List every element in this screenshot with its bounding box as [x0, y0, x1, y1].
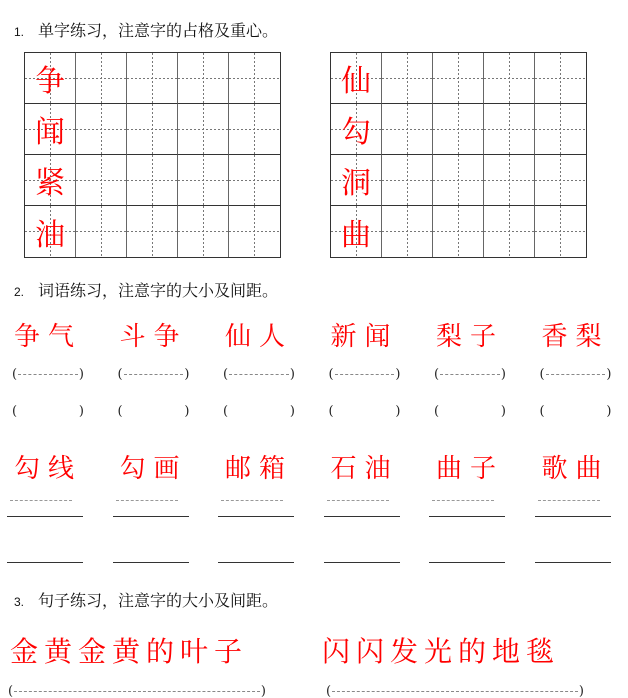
grid-cell[interactable]: [25, 155, 76, 206]
section3-header: [14, 588, 278, 611]
pinyin-box-dashed[interactable]: ( ): [434, 367, 506, 382]
pinyin-box[interactable]: ( ): [328, 404, 401, 419]
grid-cell[interactable]: [382, 104, 433, 155]
word: 梨子: [435, 322, 504, 352]
grid-cell[interactable]: [178, 53, 229, 104]
sentence-answer-box[interactable]: ( ): [8, 684, 266, 698]
section1-header: [14, 18, 278, 41]
grid-cell[interactable]: [178, 155, 229, 206]
guide-line: [221, 500, 283, 501]
grid-cell[interactable]: [535, 104, 586, 155]
grid-cell[interactable]: [331, 155, 382, 206]
guide-line: [10, 500, 72, 501]
writing-line[interactable]: [113, 516, 189, 517]
writing-line[interactable]: [535, 516, 611, 517]
grid-cell[interactable]: [433, 155, 484, 206]
writing-line[interactable]: [218, 562, 294, 563]
pinyin-box[interactable]: ( ): [117, 404, 190, 419]
grid-cell[interactable]: [76, 155, 127, 206]
section-title: 词语练习，注意字的大小及间距。: [38, 281, 279, 300]
grid-cell[interactable]: [535, 53, 586, 104]
grid-cell[interactable]: [178, 206, 229, 257]
grid-cell[interactable]: [76, 104, 127, 155]
word: 歌曲: [541, 454, 610, 484]
model-character: 洞: [341, 166, 371, 201]
pinyin-box-dashed[interactable]: ( ): [12, 367, 84, 382]
writing-line[interactable]: [429, 516, 505, 517]
word: 勾线: [13, 454, 82, 484]
grid-cell[interactable]: [382, 155, 433, 206]
grid-cell[interactable]: [25, 104, 76, 155]
writing-line[interactable]: [324, 562, 400, 563]
sentence: 金黄金黄的叶子: [10, 635, 249, 668]
writing-line[interactable]: [535, 562, 611, 563]
pinyin-box-dashed[interactable]: ( ): [117, 367, 190, 382]
model-character: 争: [35, 64, 65, 99]
grid-cell[interactable]: [433, 53, 484, 104]
word: 香梨: [541, 322, 610, 352]
guide-line: [432, 500, 494, 501]
word: 曲子: [435, 454, 504, 484]
word: 石油: [330, 454, 399, 484]
writing-line[interactable]: [324, 516, 400, 517]
writing-line[interactable]: [429, 562, 505, 563]
pinyin-box-dashed[interactable]: ( ): [539, 367, 612, 382]
pinyin-box[interactable]: ( ): [434, 404, 506, 419]
char-grid-left: [24, 52, 281, 258]
pinyin-box[interactable]: ( ): [223, 404, 295, 419]
grid-cell[interactable]: [331, 206, 382, 257]
writing-line[interactable]: [218, 516, 294, 517]
grid-cell[interactable]: [484, 53, 535, 104]
grid-cell[interactable]: [484, 206, 535, 257]
grid-cell[interactable]: [433, 206, 484, 257]
grid-cell[interactable]: [331, 53, 382, 104]
grid-cell[interactable]: [484, 155, 535, 206]
sentence: 闪闪发光的地毯: [322, 635, 561, 668]
grid-cell[interactable]: [76, 206, 127, 257]
grid-cell[interactable]: [229, 53, 280, 104]
model-character: 勾: [341, 115, 371, 150]
grid-cell[interactable]: [127, 206, 178, 257]
pinyin-box-dashed[interactable]: ( ): [328, 367, 401, 382]
guide-line: [116, 500, 178, 501]
grid-cell[interactable]: [25, 53, 76, 104]
word: 斗争: [119, 322, 188, 352]
section-title: 单字练习，注意字的占格及重心。: [38, 21, 279, 40]
pinyin-box-dashed[interactable]: ( ): [223, 367, 295, 382]
writing-line[interactable]: [113, 562, 189, 563]
section-title: 句子练习，注意字的大小及间距。: [38, 591, 279, 610]
model-character: 闻: [35, 115, 65, 150]
word: 仙人: [224, 322, 293, 352]
grid-cell[interactable]: [25, 206, 76, 257]
grid-cell[interactable]: [535, 155, 586, 206]
grid-cell[interactable]: [229, 155, 280, 206]
pinyin-box[interactable]: ( ): [539, 404, 612, 419]
grid-cell[interactable]: [178, 104, 229, 155]
grid-cell[interactable]: [127, 104, 178, 155]
grid-cell[interactable]: [229, 104, 280, 155]
section-number: 3.: [14, 595, 25, 609]
model-character: 曲: [341, 217, 371, 253]
guide-line: [538, 500, 600, 501]
guide-line: [327, 500, 389, 501]
model-character: 仙: [341, 64, 371, 99]
char-grid-right: [330, 52, 587, 258]
writing-line[interactable]: [7, 516, 83, 517]
word: 新闻: [330, 322, 399, 352]
sentence-answer-box[interactable]: ( ): [326, 684, 584, 698]
section2-header: [14, 278, 278, 301]
grid-cell[interactable]: [382, 53, 433, 104]
word: 勾画: [119, 454, 188, 484]
word: 争气: [13, 322, 82, 352]
model-character: 油: [35, 217, 65, 253]
grid-cell[interactable]: [331, 104, 382, 155]
grid-cell[interactable]: [382, 206, 433, 257]
grid-cell[interactable]: [433, 104, 484, 155]
grid-cell[interactable]: [535, 206, 586, 257]
grid-cell[interactable]: [127, 155, 178, 206]
section-number: 2.: [14, 285, 25, 299]
grid-cell[interactable]: [229, 206, 280, 257]
section-number: 1.: [14, 25, 25, 39]
grid-cell[interactable]: [484, 104, 535, 155]
model-character: 紧: [35, 166, 65, 201]
grid-cell[interactable]: [127, 53, 178, 104]
pinyin-box[interactable]: ( ): [12, 404, 84, 419]
word: 邮箱: [224, 454, 293, 484]
writing-line[interactable]: [7, 562, 83, 563]
grid-cell[interactable]: [76, 53, 127, 104]
